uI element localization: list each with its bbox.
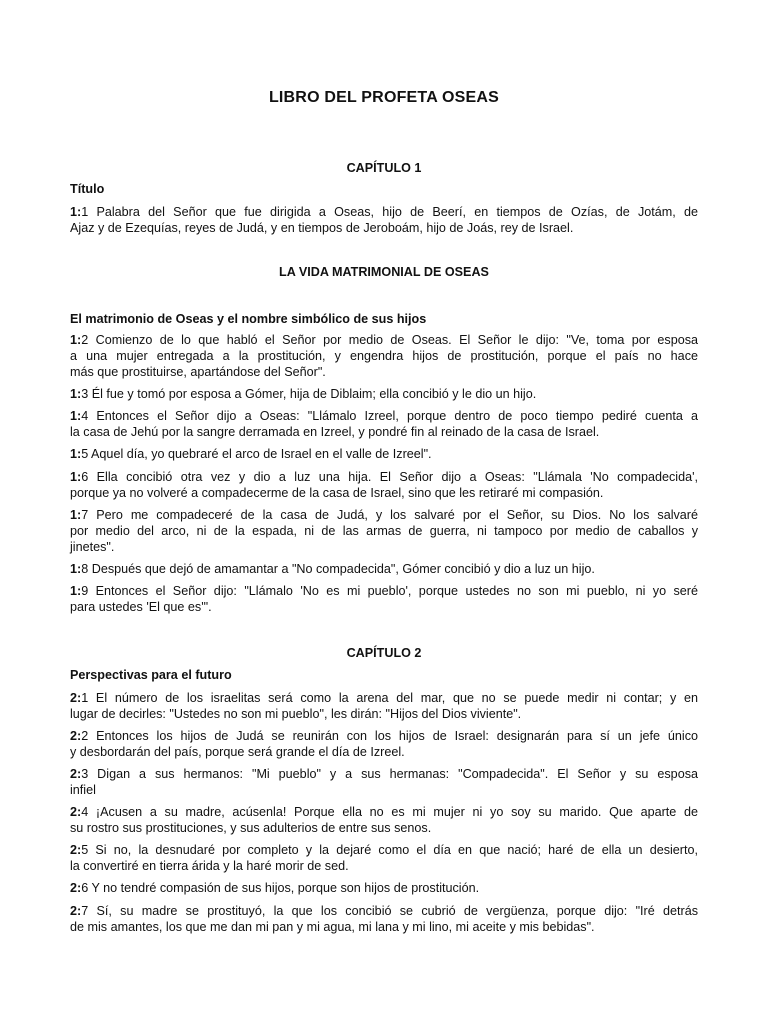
verse-chapter-ref: 1:	[70, 470, 82, 484]
verse-1-9	[70, 583, 698, 615]
verse-chapter-ref: 1:	[70, 562, 82, 576]
verse-line	[70, 858, 698, 874]
verse-line	[70, 424, 698, 440]
section-heading: LA VIDA MATRIMONIAL DE OSEAS	[279, 265, 489, 279]
verse-text: Pero me compadeceré de la casa de Judá, y los salvaré por el Señor, su Dios. No los salvaré	[96, 508, 698, 522]
verse-text: lugar de decirles: "Ustedes no son mi pueblo", les dirán: "Hijos del Dios viviente".	[70, 707, 522, 721]
verse-number: 6	[81, 470, 89, 484]
verse-1-7	[70, 507, 698, 555]
verse-line	[70, 804, 698, 820]
verse-number: 1	[81, 691, 89, 705]
verse-line	[70, 706, 698, 722]
verse-line	[70, 903, 698, 919]
verse-line	[70, 408, 698, 424]
verse-line	[70, 766, 698, 782]
verse-1-6	[70, 469, 698, 501]
chapter-2-sub-heading: Perspectivas para el futuro	[70, 668, 232, 682]
verse-text: Sí, su madre se prostituyó, la que los concibió se cubrió de vergüenza, porque dijo: "Iré detrás	[96, 904, 698, 918]
verse-number: 1	[81, 205, 89, 219]
verse-line	[70, 880, 698, 896]
verse-1-5	[70, 446, 698, 462]
verse-line	[70, 485, 698, 501]
verse-text: Y no tendré compasión de sus hijos, porque son hijos de prostitución.	[91, 881, 480, 895]
verse-text: y desbordarán del país, porque será grande el día de Izreel.	[70, 745, 405, 759]
verse-1-8	[70, 561, 698, 577]
verse-line	[70, 220, 698, 236]
verse-chapter-ref: 2:	[70, 805, 82, 819]
verse-text: Ajaz y de Ezequías, reyes de Judá, y en tiempos de Jeroboám, hijo de Joás, rey de Israel.	[70, 221, 574, 235]
verse-text: Digan a sus hermanos: "Mi pueblo" y a sus hermanas: "Compadecida". El Señor y su esposa	[97, 767, 698, 781]
verse-chapter-ref: 2:	[70, 767, 82, 781]
verse-1-1	[70, 204, 698, 236]
verse-text: Palabra del Señor que fue dirigida a Oseas, hijo de Beerí, en tiempos de Ozías, de Jotám, de	[96, 205, 698, 219]
verse-line	[70, 599, 698, 615]
verse-line	[70, 364, 698, 380]
verse-1-3	[70, 386, 698, 402]
verse-2-6	[70, 880, 698, 896]
verse-text: Él fue y tomó por esposa a Gómer, hija de Diblaim; ella concibió y le dio un hijo.	[91, 387, 537, 401]
verse-line	[70, 386, 698, 402]
verse-number: 3	[81, 387, 89, 401]
chapter-1-sub-heading: El matrimonio de Oseas y el nombre simbólico de sus hijos	[70, 312, 427, 326]
verse-number: 5	[81, 843, 89, 857]
verse-text: Si no, la desnudaré por completo y la dejaré como el día en que nació; haré de ella un desierto,	[95, 843, 699, 857]
verse-line	[70, 744, 698, 760]
verse-2-5	[70, 842, 698, 874]
verse-number: 7	[81, 904, 89, 918]
verse-line	[70, 539, 698, 555]
verse-number: 5	[81, 447, 89, 461]
verse-text: Después que dejó de amamantar a "No compadecida", Gómer concibió y dio a luz un hijo.	[91, 562, 595, 576]
verse-chapter-ref: 1:	[70, 447, 82, 461]
verse-text: Entonces el Señor dijo a Oseas: "Llámalo Izreel, porque dentro de poco tiempo pediré cuenta a	[96, 409, 699, 423]
verse-number: 8	[81, 562, 89, 576]
verse-text: Comienzo de lo que habló el Señor por medio de Oseas. El Señor le dijo: "Ve, toma por esposa	[95, 333, 699, 347]
verse-number: 4	[81, 805, 89, 819]
verse-2-2	[70, 728, 698, 760]
verse-chapter-ref: 1:	[70, 205, 82, 219]
verse-chapter-ref: 1:	[70, 409, 82, 423]
verse-text: Entonces el Señor dijo: "Llámalo 'No es mi pueblo', porque ustedes no son mi pueblo, ni yo seré	[95, 584, 699, 598]
verse-number: 9	[81, 584, 89, 598]
verse-chapter-ref: 2:	[70, 729, 82, 743]
verse-text: porque ya no volveré a compadecerme de la casa de Israel, sino que les retiraré mi compasión.	[70, 486, 604, 500]
verse-text: El número de los israelitas será como la arena del mar, que no se puede medir ni contar; y en	[95, 691, 698, 705]
verse-text: a una mujer entregada a la prostitución, y engendra hijos de prostitución, porque el país no hace	[70, 349, 698, 363]
verse-2-4	[70, 804, 698, 836]
chapter-1-subtitle: Título	[70, 182, 105, 196]
verse-text: más que prostituirse, apartándose del Señor".	[70, 365, 326, 379]
verse-text: para ustedes 'El que es'".	[70, 600, 212, 614]
verse-2-3	[70, 766, 698, 798]
verse-text: la casa de Jehú por la sangre derramada en Izreel, y pondré fin al reinado de la casa de Israel.	[70, 425, 600, 439]
verse-line	[70, 919, 698, 935]
verse-number: 6	[81, 881, 89, 895]
verse-chapter-ref: 1:	[70, 333, 82, 347]
verse-text: su rostro sus prostituciones, y sus adulterios de entre sus senos.	[70, 821, 432, 835]
verse-text: Entonces los hijos de Judá se reunirán con los hijos de Israel: designarán para sí un jefe único	[96, 729, 698, 743]
verse-line	[70, 446, 698, 462]
verse-line	[70, 842, 698, 858]
verse-line	[70, 690, 698, 706]
document-title: LIBRO DEL PROFETA OSEAS	[268, 89, 500, 106]
verse-1-2	[70, 332, 698, 380]
chapter-2-heading: CAPÍTULO 2	[346, 646, 422, 660]
verse-chapter-ref: 1:	[70, 387, 82, 401]
verse-chapter-ref: 2:	[70, 904, 82, 918]
verse-2-7	[70, 903, 698, 935]
verse-text: infiel	[70, 783, 96, 797]
verse-line	[70, 782, 698, 798]
verse-line	[70, 728, 698, 744]
verse-number: 2	[81, 333, 89, 347]
verse-text: Ella concibió otra vez y dio a luz una hija. El Señor dijo a Oseas: "Llámala 'No compadecida',	[96, 470, 698, 484]
verse-line	[70, 583, 698, 599]
verse-text: Aquel día, yo quebraré el arco de Israel en el valle de Izreel".	[91, 447, 432, 461]
verse-text: de mis amantes, los que me dan mi pan y mi agua, mi lana y mi lino, mi aceite y mis bebidas".	[70, 920, 595, 934]
verse-number: 4	[81, 409, 89, 423]
verse-text: la convertiré en tierra árida y la haré morir de sed.	[70, 859, 349, 873]
verse-chapter-ref: 1:	[70, 508, 82, 522]
verse-line	[70, 204, 698, 220]
verse-chapter-ref: 2:	[70, 843, 82, 857]
verse-line	[70, 820, 698, 836]
verse-line	[70, 561, 698, 577]
verse-number: 2	[81, 729, 89, 743]
verse-chapter-ref: 2:	[70, 691, 82, 705]
verse-line	[70, 332, 698, 348]
verse-1-4	[70, 408, 698, 440]
verse-line	[70, 523, 698, 539]
verse-line	[70, 469, 698, 485]
verse-chapter-ref: 2:	[70, 881, 82, 895]
verse-text: por medio del arco, ni de la espada, ni de las armas de guerra, ni tampoco por medio de caballos y	[70, 524, 698, 538]
verse-line	[70, 507, 698, 523]
verse-line	[70, 348, 698, 364]
verse-number: 3	[81, 767, 89, 781]
verse-chapter-ref: 1:	[70, 584, 82, 598]
verse-text: ¡Acusen a su madre, acúsenla! Porque ella no es mi mujer ni yo soy su marido. Que aparte de	[95, 805, 698, 819]
verse-text: jinetes".	[70, 540, 115, 554]
verse-2-1	[70, 690, 698, 722]
verse-number: 7	[81, 508, 89, 522]
chapter-1-heading: CAPÍTULO 1	[346, 161, 422, 175]
